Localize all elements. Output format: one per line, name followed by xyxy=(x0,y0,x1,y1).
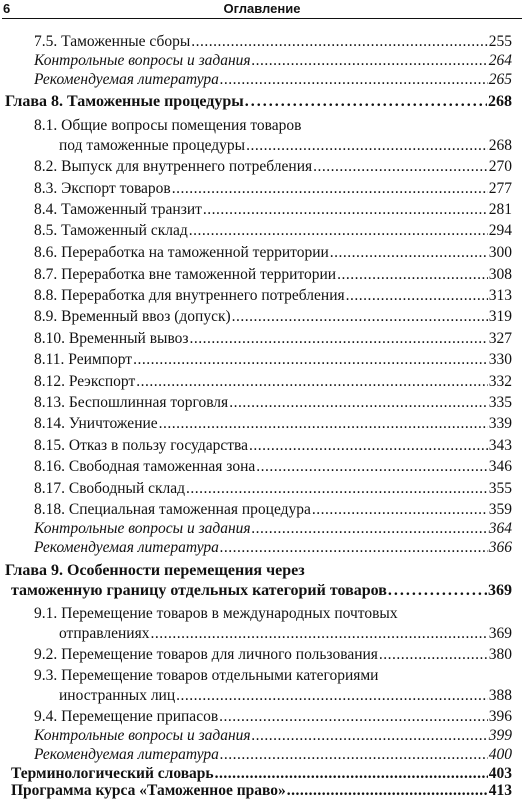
leader-dots xyxy=(312,500,488,519)
toc-entry-label: таможенную границу отдельных категорий товаров xyxy=(11,582,387,599)
toc-entry-9-1-line1[interactable] xyxy=(34,604,512,623)
toc-page-number: 359 xyxy=(488,501,512,518)
toc-page-number: 403 xyxy=(488,765,512,782)
leader-dots xyxy=(245,92,487,111)
leader-dots xyxy=(256,457,487,476)
toc-page-number: 335 xyxy=(488,394,512,411)
toc-entry-7-5[interactable] xyxy=(34,32,512,51)
toc-entry-8-questions[interactable] xyxy=(34,519,512,538)
leader-dots xyxy=(220,745,488,764)
leader-dots xyxy=(190,329,488,348)
toc-entry-label: Глава 9. Особенности перемещения через xyxy=(5,562,305,579)
toc-page-number: 364 xyxy=(488,520,512,537)
toc-entry-8-9[interactable] xyxy=(34,307,512,326)
toc-page-number: 355 xyxy=(488,480,512,497)
toc-page-number: 255 xyxy=(488,33,512,50)
toc-entry-9-3[interactable] xyxy=(59,686,512,705)
toc-page-number: 332 xyxy=(488,373,512,390)
toc-page-number: 400 xyxy=(488,746,512,763)
toc-entry-label: 8.2. Выпуск для внутреннего потребления xyxy=(34,158,313,175)
toc-page-number: 369 xyxy=(488,625,512,642)
toc-entry-label: Контрольные вопросы и задания xyxy=(34,727,251,744)
leader-dots xyxy=(229,393,488,412)
leader-dots xyxy=(189,221,488,240)
leader-dots xyxy=(252,51,488,70)
toc-chapter-9-line1[interactable] xyxy=(5,561,512,580)
toc-entry-8-10[interactable] xyxy=(34,329,512,348)
toc-entry-label: 8.10. Временный вывоз xyxy=(34,330,189,347)
toc-entry-8-11[interactable] xyxy=(34,350,512,369)
toc-entry-label: Контрольные вопросы и задания xyxy=(34,52,251,69)
toc-page-number: 277 xyxy=(488,180,512,197)
leader-dots xyxy=(337,265,488,284)
toc-page-number: 268 xyxy=(488,93,512,110)
toc-entry-8-4[interactable] xyxy=(34,200,512,219)
toc-entry-label: Глава 8. Таможенные процедуры xyxy=(5,93,244,110)
toc-entry-label: 8.4. Таможенный транзит xyxy=(34,201,202,218)
page-number: 6 xyxy=(3,1,11,16)
toc-page-number: 265 xyxy=(488,71,512,88)
toc-entry-label: под таможенные процедуры xyxy=(59,137,246,154)
leader-dots xyxy=(287,781,488,800)
toc-page-number: 270 xyxy=(488,158,512,175)
leader-dots xyxy=(252,726,488,745)
leader-dots xyxy=(133,350,488,369)
toc-entry-label: 8.8. Переработка для внутреннего потребления xyxy=(34,287,345,304)
toc-entry-9-2[interactable] xyxy=(34,645,512,664)
toc-entry-label: Рекомендуемая литература xyxy=(34,746,219,763)
leader-dots xyxy=(252,519,488,538)
toc-entry-9-3-line1[interactable] xyxy=(34,666,512,685)
toc-entry-label: Рекомендуемая литература xyxy=(34,539,219,556)
leader-dots xyxy=(172,179,488,198)
toc-entry-8-8[interactable] xyxy=(34,286,512,305)
toc-entry-label: отправлениях xyxy=(59,625,150,642)
leader-dots xyxy=(186,479,488,498)
toc-entry-8-3[interactable] xyxy=(34,179,512,198)
toc-entry-label: 7.5. Таможенные сборы xyxy=(34,33,191,50)
toc-entry-label: 8.6. Переработка на таможенной территории xyxy=(34,244,329,261)
header-rule xyxy=(2,18,522,19)
toc-chapter-9[interactable] xyxy=(11,581,512,600)
toc-chapter-8[interactable] xyxy=(5,92,512,111)
toc-page-number: 327 xyxy=(488,330,512,347)
toc-page-number: 413 xyxy=(488,782,512,799)
toc-entry-8-17[interactable] xyxy=(34,479,512,498)
leader-dots xyxy=(219,707,488,726)
toc-entry-8-6[interactable] xyxy=(34,243,512,262)
leader-dots xyxy=(246,136,488,155)
toc-page-number: 330 xyxy=(488,351,512,368)
toc-entry-label: 8.14. Уничтожение xyxy=(34,415,158,432)
leader-dots xyxy=(150,624,487,643)
leader-dots xyxy=(159,414,488,433)
leader-dots xyxy=(203,200,488,219)
toc-entry-label: 8.11. Реимпорт xyxy=(34,351,133,368)
toc-entry-7-literature[interactable] xyxy=(34,70,512,89)
toc-page-number: 308 xyxy=(488,266,512,283)
toc-entry-9-literature[interactable] xyxy=(34,745,512,764)
leader-dots xyxy=(232,307,488,326)
toc-page-number: 388 xyxy=(488,687,512,704)
toc-entry-8-5[interactable] xyxy=(34,221,512,240)
leader-dots xyxy=(176,686,488,705)
toc-page-number: 343 xyxy=(488,437,512,454)
toc-entry-label: 9.3. Перемещение товаров отдельными категориями xyxy=(34,667,379,684)
toc-entry-8-literature[interactable] xyxy=(34,538,512,557)
page-header xyxy=(0,0,524,18)
leader-dots xyxy=(249,436,488,455)
toc-entry-8-1-line1[interactable] xyxy=(34,116,512,135)
toc-entry-8-16[interactable] xyxy=(34,457,512,476)
toc-entry-8-13[interactable] xyxy=(34,393,512,412)
toc-entry-8-15[interactable] xyxy=(34,436,512,455)
toc-entry-label: 8.12. Реэкспорт xyxy=(34,373,136,390)
toc-entry-label: 8.16. Свободная таможенная зона xyxy=(34,458,256,475)
toc-page-number: 346 xyxy=(488,458,512,475)
toc-entry-label: 9.2. Перемещение товаров для личного пользования xyxy=(34,646,378,663)
toc-entry-label: 8.13. Беспошлинная торговля xyxy=(34,394,229,411)
leader-dots xyxy=(388,581,487,600)
toc-page-number: 396 xyxy=(488,708,512,725)
toc-page-number: 264 xyxy=(488,52,512,69)
leader-dots xyxy=(220,538,488,557)
toc-entry-label: Терминологический словарь xyxy=(11,765,214,782)
toc-entry-label: 8.17. Свободный склад xyxy=(34,480,186,497)
toc-page-number: 281 xyxy=(488,201,512,218)
leader-dots xyxy=(346,286,488,305)
toc-page-number: 369 xyxy=(488,582,512,599)
toc-entry-label: 8.1. Общие вопросы помещения товаров xyxy=(34,117,302,134)
toc-course-program[interactable] xyxy=(11,781,512,800)
toc-entry-label: Рекомендуемая литература xyxy=(34,71,219,88)
toc-entry-8-14[interactable] xyxy=(34,414,512,433)
toc-entry-7-questions[interactable] xyxy=(34,51,512,70)
toc-page-number: 339 xyxy=(488,415,512,432)
toc-page-number: 294 xyxy=(488,222,512,239)
toc-entry-8-12[interactable] xyxy=(34,372,512,391)
toc-entry-label: Программа курса «Таможенное право» xyxy=(11,782,286,799)
toc-entry-label: Контрольные вопросы и задания xyxy=(34,520,251,537)
toc-entry-8-2[interactable] xyxy=(34,157,512,176)
running-title: Оглавление xyxy=(223,1,301,16)
leader-dots xyxy=(191,32,487,51)
toc-page-number: 268 xyxy=(488,137,512,154)
toc-page-number: 366 xyxy=(488,539,512,556)
toc-entry-9-1[interactable] xyxy=(59,624,512,643)
leader-dots xyxy=(313,157,488,176)
toc-page-number: 399 xyxy=(488,727,512,744)
toc-page-number: 313 xyxy=(488,287,512,304)
leader-dots xyxy=(220,70,488,89)
toc-entry-label: 9.4. Перемещение припасов xyxy=(34,708,219,725)
toc-entry-9-questions[interactable] xyxy=(34,726,512,745)
toc-page-number: 319 xyxy=(488,308,512,325)
leader-dots xyxy=(379,645,488,664)
toc-entry-label: 8.5. Таможенный склад xyxy=(34,222,188,239)
toc-page-number: 380 xyxy=(488,646,512,663)
leader-dots xyxy=(136,372,488,391)
toc-entry-label: 8.9. Временный ввоз (допуск) xyxy=(34,308,231,325)
toc-page-number: 300 xyxy=(488,244,512,261)
toc-entry-8-18[interactable] xyxy=(34,500,512,519)
toc-entry-8-7[interactable] xyxy=(34,265,512,284)
toc-entry-label: иностранных лиц xyxy=(59,687,176,704)
toc-entry-8-1[interactable] xyxy=(59,136,512,155)
leader-dots xyxy=(330,243,488,262)
toc-entry-label: 8.3. Экспорт товаров xyxy=(34,180,171,197)
toc-entry-label: 8.7. Переработка вне таможенной территории xyxy=(34,266,337,283)
toc-entry-label: 8.15. Отказ в пользу государства xyxy=(34,437,248,454)
toc-entry-label: 8.18. Специальная таможенная процедура xyxy=(34,501,311,518)
toc-entry-9-4[interactable] xyxy=(34,707,512,726)
toc-entry-label: 9.1. Перемещение товаров в международных почтовых xyxy=(34,605,398,622)
